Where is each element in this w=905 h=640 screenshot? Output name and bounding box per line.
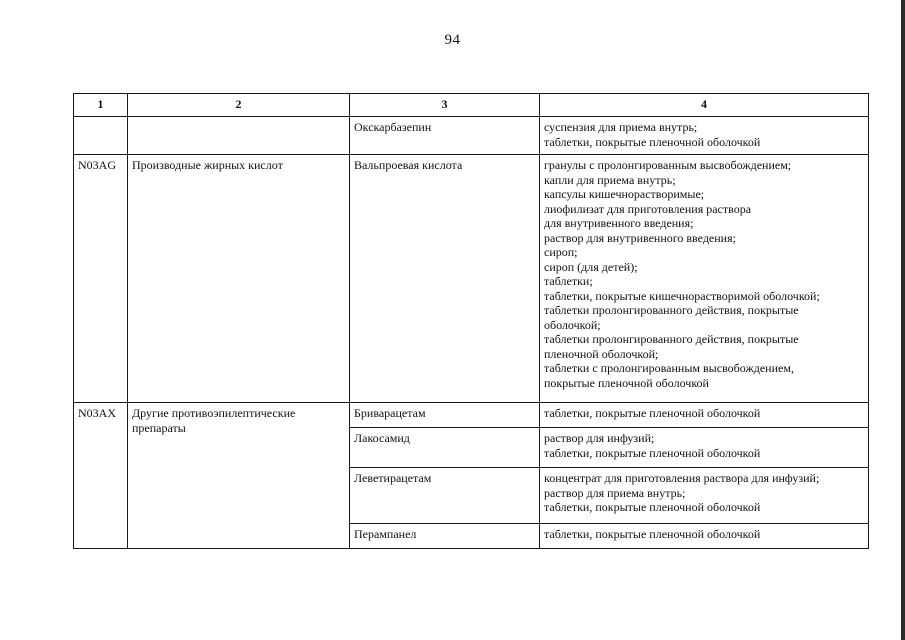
dosage-form-line: лиофилизат для приготовления раствора (544, 201, 752, 216)
dosage-form-line: таблетки пролонгированного действия, покрытые (544, 303, 799, 317)
drug-name-cell: Бриварацетам (350, 403, 540, 428)
group-name-cell (128, 403, 350, 549)
dosage-form-line: пленочной оболочкой; (544, 346, 659, 361)
dosage-form-line: таблетки, покрытые кишечнорастворимой оболочкой; (544, 288, 820, 303)
dosage-form-line: таблетки с пролонгированным высвобождением, (544, 361, 794, 375)
column-header-3: 3 (350, 94, 540, 117)
group-name-cell (128, 117, 350, 155)
atc-code-cell: N03AX (74, 403, 128, 549)
dosage-form-line: таблетки; (544, 274, 593, 288)
dosage-form-line: для внутривенного введения; (544, 216, 694, 230)
table-row (74, 155, 869, 403)
drug-name-cell: Леветирацетам (350, 468, 540, 524)
atc-code-cell (74, 117, 128, 155)
dosage-forms-cell (540, 468, 869, 524)
column-header-1: 1 (74, 94, 128, 117)
page-number: 94 (444, 32, 461, 48)
group-name-line: препараты (132, 420, 186, 435)
dosage-form-line: капли для приема внутрь; (544, 172, 676, 187)
dosage-form-line: таблетки, покрытые пленочной оболочкой (544, 134, 761, 149)
dosage-form-line: гранулы с пролонгированным высвобождением; (544, 158, 792, 172)
dosage-form-line: раствор для приема внутрь; (544, 485, 686, 500)
dosage-form-line: раствор для инфузий; (544, 431, 655, 445)
column-header-2: 2 (128, 94, 350, 117)
scan-edge (901, 0, 905, 640)
dosage-form-line: таблетки, покрытые пленочной оболочкой (544, 500, 761, 514)
dosage-forms-cell (540, 403, 869, 428)
dosage-form-line: таблетки пролонгированного действия, покрытые (544, 332, 799, 346)
group-name-line: Другие противоэпилептические (132, 406, 296, 420)
table-row (74, 403, 869, 428)
dosage-form-line: покрытые пленочной оболочкой (544, 375, 709, 390)
drug-name-cell: Вальпроевая кислота (350, 155, 540, 403)
dosage-form-line: сироп; (544, 245, 578, 259)
dosage-forms-cell (540, 155, 869, 403)
table-row (74, 117, 869, 155)
group-name-cell: Производные жирных кислот (128, 155, 350, 403)
dosage-form-line: сироп (для детей); (544, 259, 638, 274)
dosage-form-line: таблетки, покрытые пленочной оболочкой (544, 445, 761, 460)
drug-name-cell: Лакосамид (350, 428, 540, 468)
dosage-form-line: концентрат для приготовления раствора для инфузий; (544, 471, 820, 485)
dosage-form-line: таблетки, покрытые пленочной оболочкой (544, 527, 761, 541)
drug-name-cell: Окскарбазепин (350, 117, 540, 155)
dosage-form-line: раствор для внутривенного введения; (544, 230, 736, 245)
atc-code-cell: N03AG (74, 155, 128, 403)
dosage-form-line: капсулы кишечнорастворимые; (544, 187, 705, 201)
dosage-forms-cell (540, 524, 869, 549)
dosage-form-line: таблетки, покрытые пленочной оболочкой (544, 406, 761, 420)
dosage-forms-cell (540, 428, 869, 468)
dosage-form-line: суспензия для приема внутрь; (544, 120, 698, 134)
dosage-form-line: оболочкой; (544, 317, 601, 332)
table-header-row (74, 94, 869, 117)
drug-name-cell: Перампанел (350, 524, 540, 549)
dosage-forms-cell (540, 117, 869, 155)
drug-table (73, 93, 869, 549)
column-header-4: 4 (540, 94, 869, 117)
